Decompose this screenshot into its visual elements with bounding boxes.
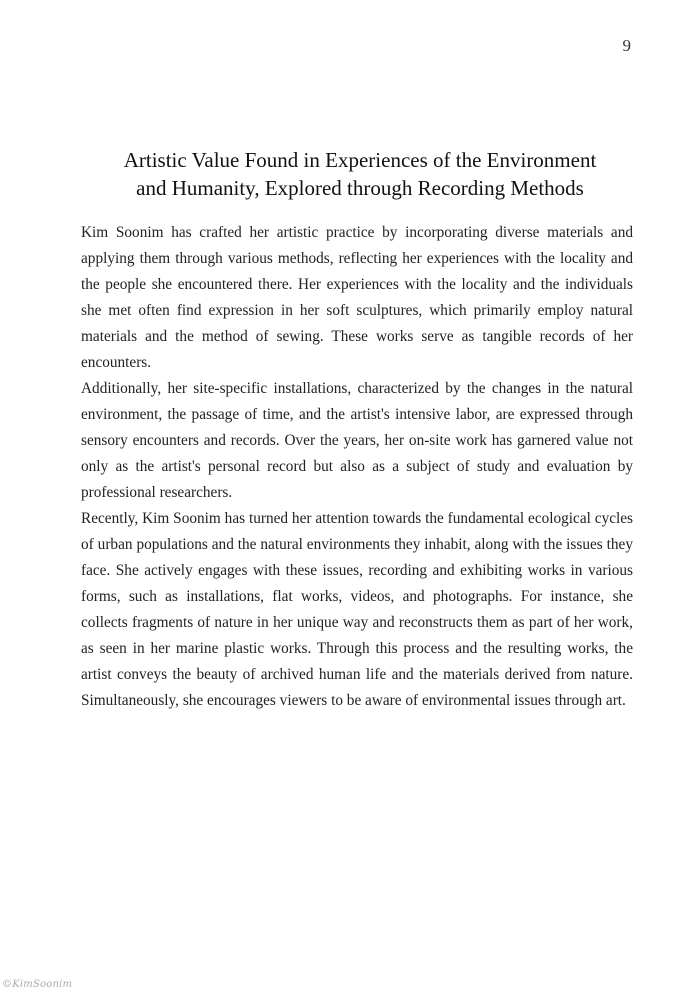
page-title xyxy=(60,146,660,202)
paragraph-2: Additionally, her site-specific installations, characterized by the changes in the natural environment, the passage of time, and the artist's intensive labor, are expressed through sensory encounters and records. Over the years, her on-site work has garnered value not only as the artist's personal record but also as a subject of study and evaluation by professional researchers. xyxy=(81,380,633,501)
paragraph-1: Kim Soonim has crafted her artistic practice by incorporating diverse materials and applying them through various methods, reflecting her experiences with the locality and the people she encountered there. Her experiences with the locality and the individuals she met often find expression in her soft sculptures, which primarily employ natural materials and the method of sewing. These works serve as tangible records of her encounters. xyxy=(81,224,633,371)
page-number: 9 xyxy=(622,36,631,55)
title-line-2: and Humanity, Explored through Recording Methods xyxy=(136,176,584,200)
body-text xyxy=(81,220,633,714)
paragraph-3: Recently, Kim Soonim has turned her attention towards the fundamental ecological cycles of urban populations and the natural environments they inhabit, along with the issues they face. She actively engages with these issues, recording and exhibiting works in various forms, such as installations, flat works, videos, and photographs. For instance, she collects fragments of nature in her unique way and reconstructs them as part of her work, as seen in her marine plastic works. Through this process and the resulting works, the artist conveys the beauty of archived human life and the materials derived from nature. Simultaneously, she encourages viewers to be aware of environmental issues through art. xyxy=(81,510,633,709)
copyright-watermark: ©KimSoonim xyxy=(2,979,73,990)
title-line-1: Artistic Value Found in Experiences of the Environment xyxy=(123,148,597,172)
